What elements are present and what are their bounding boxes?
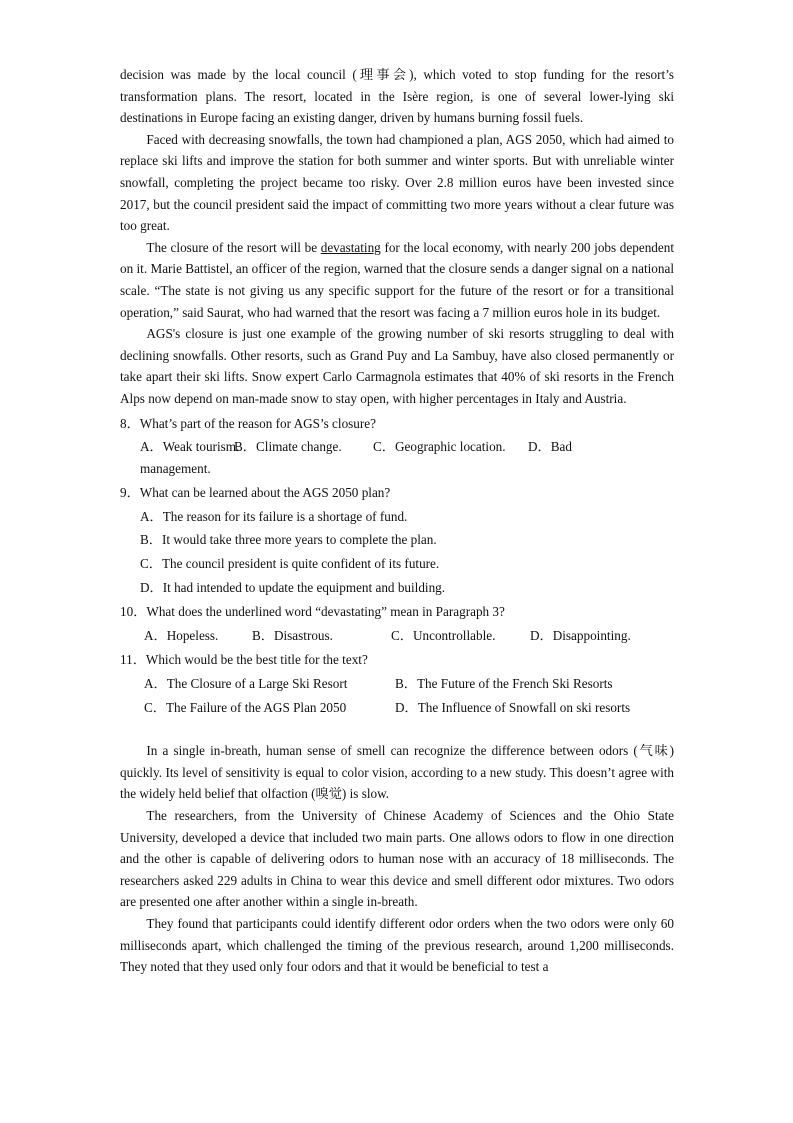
option-a: A．Hopeless. <box>144 627 219 643</box>
question-9 <box>120 482 674 598</box>
question-stem: 8．What’s part of the reason for AGS’s closure? <box>120 415 376 431</box>
option-a: A．The Closure of a Large Ski Resort <box>144 676 348 692</box>
option-c: C．Uncontrollable. <box>391 627 496 643</box>
question-11 <box>120 649 674 718</box>
question-10 <box>120 601 674 646</box>
option-d: D．Bad <box>528 439 572 455</box>
options-row <box>120 697 674 719</box>
question-stem: 9．What can be learned about the AGS 2050 plan? <box>120 485 391 501</box>
options-row <box>120 673 674 695</box>
question-stem: 11．Which would be the best title for the text? <box>120 652 368 668</box>
passage-ski-resort <box>120 64 674 410</box>
option-d: D．It had intended to update the equipment and building. <box>140 579 446 595</box>
text-run: The closure of the resort will be <box>146 239 321 255</box>
paragraph: AGS's closure is just one example of the growing number of ski resorts struggling to deal with declining snowfalls. Other resorts, such as Grand Puy and La Sambuy, have also closed permanently or take apart their ski lifts. Snow expert Carlo Carmagnola estimates that 40% of ski resorts in the French Alps now depend on man-made snow to stay open, with higher percentages in Italy and Austria. <box>120 326 674 406</box>
option-c: C．Geographic location. <box>373 439 506 455</box>
paragraph: In a single in-breath, human sense of smell can recognize the difference between odors (气味) quickly. Its level of sensitivity is equal to color vision, according to a new study. This doesn’t agree with the widely held belief that olfaction (嗅觉) is slow. <box>120 743 674 802</box>
option-d-continued: management. <box>140 460 211 476</box>
option-b: B．It would take three more years to complete the plan. <box>140 532 437 548</box>
option-a: A．The reason for its failure is a shortage of fund. <box>140 508 408 524</box>
question-8 <box>120 413 674 480</box>
section-gap <box>120 718 674 740</box>
paragraph: decision was made by the local council (理事会), which voted to stop funding for the resort’s transformation plans. The resort, located in the Isère region, is one of several lower-lying ski destinations in Europe facing an existing danger, driven by humans burning fossil fuels. <box>120 67 674 126</box>
option-d: D．Disappointing. <box>530 627 631 643</box>
options-row <box>120 625 674 647</box>
exam-page <box>120 64 674 978</box>
underlined-word: devastating <box>320 239 381 255</box>
option-a: A．Weak tourism. <box>140 439 240 455</box>
text-run: for the local economy, with nearly 200 jobs dependent on it. Marie Battistel, an officer of the region, warned that the closure sends a danger signal on a national scale. “The state is not giving us any specific support for the future of the resort or for a transitional operation,” said Saurat, who had warned that the resort was facing a 7 million euros hole in its budget. <box>120 239 675 320</box>
paragraph: Faced with decreasing snowfalls, the town had championed a plan, AGS 2050, which had aimed to replace ski lifts and improve the station for both summer and winter sports. But with unreliable winter snowfall, completing the project became too risky. Over 2.8 million euros have been invested since 2017, but the council president said the impact of committing two more years without a clear future was too great. <box>120 131 674 234</box>
option-b: B．Disastrous. <box>252 627 333 643</box>
option-b: B．The Future of the French Ski Resorts <box>395 676 613 692</box>
passage-smell <box>120 740 674 978</box>
option-b: B．Climate change. <box>234 439 342 455</box>
option-c: C．The Failure of the AGS Plan 2050 <box>144 699 347 715</box>
paragraph: They found that participants could identify different odor orders when the two odors were only 60 milliseconds apart, which challenged the timing of the previous research, around 1,200 milliseconds. They noted that they used only four odors and that it would be beneficial to test a <box>120 915 674 975</box>
paragraph: The researchers, from the University of Chinese Academy of Sciences and the Ohio State University, developed a device that included two main parts. One allows odors to flow in one direction and the other is capable of delivering odors to human nose with an accuracy of 18 milliseconds. The researchers asked 229 adults in China to wear this device and smell different odor mixtures. Two odors are presented one after another within a single in-breath. <box>120 808 674 910</box>
paragraph <box>120 237 674 323</box>
question-stem: 10．What does the underlined word “devastating” mean in Paragraph 3? <box>120 604 505 620</box>
option-d: D．The Influence of Snowfall on ski resorts <box>395 699 631 715</box>
option-c: C．The council president is quite confident of its future. <box>140 556 440 572</box>
options-row <box>120 436 674 458</box>
